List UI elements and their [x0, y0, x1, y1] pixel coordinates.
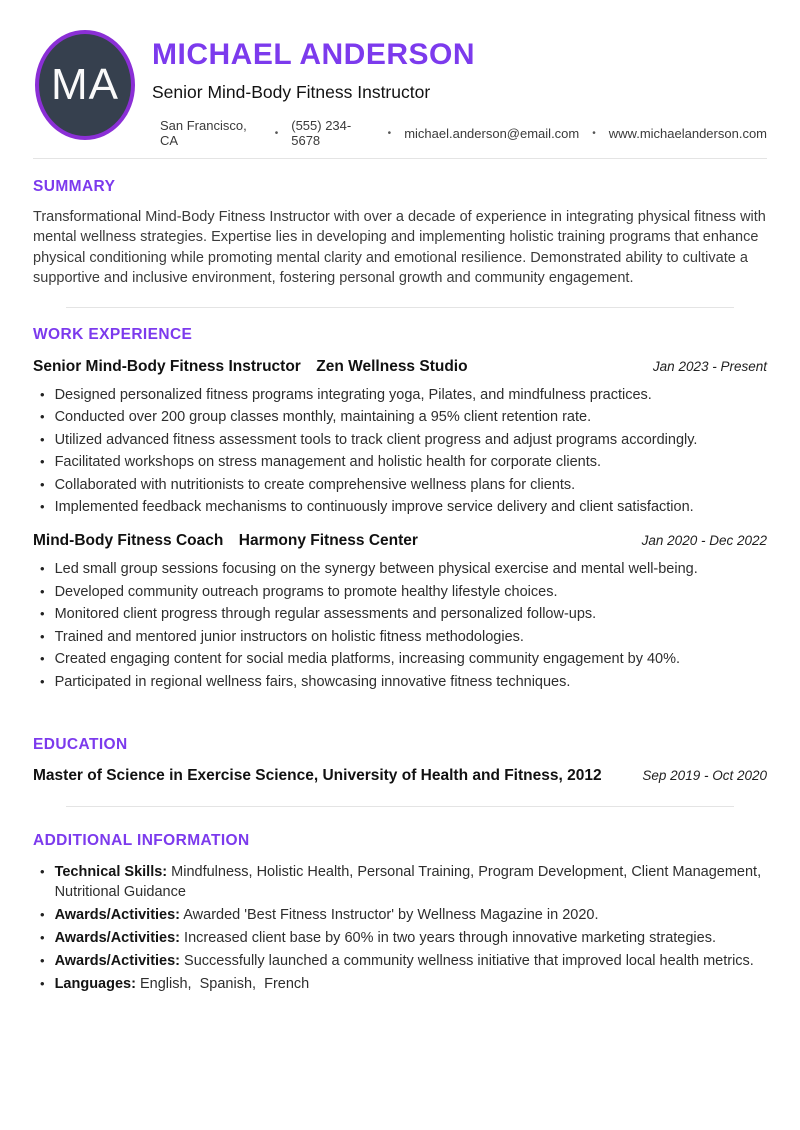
separator-dot-icon: •: [274, 127, 279, 139]
contact-website: www.michaelanderson.com: [608, 125, 767, 141]
info-label: Technical Skills:: [54, 863, 168, 880]
separator-dot-icon: •: [387, 127, 392, 139]
bullet-icon: •: [40, 499, 45, 515]
education-entry: [33, 767, 767, 785]
job-bullet: [33, 407, 767, 427]
header-text-block: [152, 30, 767, 148]
candidate-job-title: Senior Mind-Body Fitness Instructor: [152, 82, 431, 102]
info-text: Mindfulness, Holistic Health, Personal Training, Program Development, Client Management, Nutritional Guidance: [54, 863, 766, 900]
additional-information-list: [33, 862, 767, 994]
job-bullet: [33, 627, 767, 647]
bullet-icon: •: [40, 454, 45, 470]
job-bullet: [33, 430, 767, 450]
education-heading: EDUCATION: [33, 735, 128, 753]
job-bullet-text: Participated in regional wellness fairs, showcasing innovative fitness techniques.: [54, 673, 571, 690]
info-label: Languages:: [54, 975, 136, 992]
bullet-icon: •: [40, 906, 45, 922]
info-content: [55, 951, 767, 971]
education-divider: [66, 806, 734, 807]
info-item: [33, 951, 767, 971]
job-bullet: [33, 559, 767, 579]
job-header: [33, 358, 767, 376]
job-bullet: [33, 649, 767, 669]
info-content: [55, 905, 767, 925]
info-content: [55, 928, 767, 948]
bullet-icon: •: [40, 386, 45, 402]
contact-location: San Francisco, CA: [160, 118, 247, 148]
education-dates: Sep 2019 - Oct 2020: [642, 767, 767, 783]
bullet-icon: •: [40, 561, 45, 577]
bullet-icon: •: [40, 952, 45, 968]
bullet-icon: •: [40, 929, 45, 945]
summary-divider: [66, 307, 734, 308]
summary-heading: SUMMARY: [33, 178, 116, 195]
job-bullet-text: Trained and mentored junior instructors on holistic fitness methodologies.: [54, 628, 524, 645]
resume-content: [0, 178, 800, 994]
avatar: [35, 30, 135, 140]
summary-text: Transformational Mind-Body Fitness Instructor with over a decade of experience in integrating physical fitness with mental wellness strategies. Expertise lies in developing and implementing holistic training programs that enhance physical conditioning while promoting mental clarity and emotional resilience. Demonstrated ability to cultivate a supportive and inclusive environment, fostering personal growth and community engagement.: [33, 209, 766, 287]
job-entry: [33, 532, 767, 692]
bullet-icon: •: [40, 476, 45, 492]
job-entry: [33, 358, 767, 518]
job-bullet-text: Designed personalized fitness programs integrating yoga, Pilates, and mindfulness practices.: [54, 386, 652, 403]
job-company: Harmony Fitness Center: [238, 532, 418, 550]
additional-information-section: [33, 832, 767, 994]
bullet-icon: •: [40, 583, 45, 599]
job-dates: Jan 2020 - Dec 2022: [641, 533, 767, 549]
bullet-icon: •: [40, 863, 45, 879]
header-divider: [33, 158, 767, 159]
education-section: [33, 736, 767, 785]
additional-information-heading: ADDITIONAL INFORMATION: [33, 831, 250, 849]
job-bullet-text: Monitored client progress through regular assessments and personalized follow-ups.: [54, 606, 597, 623]
info-label: Awards/Activities:: [54, 929, 181, 946]
info-text: English, Spanish, French: [139, 975, 310, 992]
bullet-icon: •: [40, 975, 45, 991]
info-text: Successfully launched a community wellness initiative that improved local health metrics.: [184, 952, 754, 969]
job-title: Senior Mind-Body Fitness Instructor: [33, 357, 301, 375]
info-text: Awarded 'Best Fitness Instructor' by Wellness Magazine in 2020.: [183, 906, 599, 923]
job-header: [33, 532, 767, 550]
bullet-icon: •: [40, 628, 45, 644]
summary-section: [33, 178, 767, 289]
info-item: [33, 928, 767, 948]
job-bullet-text: Developed community outreach programs to promote healthy lifestyle choices.: [54, 583, 558, 600]
info-content: [55, 974, 767, 994]
education-degree: Master of Science in Exercise Science, University of Health and Fitness, 2012: [33, 766, 602, 784]
job-bullet: [33, 497, 767, 517]
bullet-icon: •: [40, 431, 45, 447]
job-bullet-text: Conducted over 200 group classes monthly, maintaining a 95% client retention rate.: [54, 409, 592, 426]
job-bullet-text: Collaborated with nutritionists to create comprehensive wellness plans for clients.: [54, 476, 576, 493]
work-experience-heading: WORK EXPERIENCE: [33, 325, 193, 343]
job-bullet: [33, 475, 767, 495]
resume-header: [0, 0, 800, 148]
job-bullet-list: [33, 559, 767, 692]
info-label: Awards/Activities:: [54, 952, 181, 969]
info-item: [33, 862, 767, 902]
info-item: [33, 974, 767, 994]
job-bullet-text: Implemented feedback mechanisms to continuously improve service delivery and client satisfaction.: [54, 499, 694, 516]
info-label: Awards/Activities:: [54, 906, 181, 923]
candidate-name: MICHAEL ANDERSON: [152, 38, 476, 71]
job-title-company: [33, 358, 468, 376]
work-experience-section: [33, 326, 767, 692]
job-bullet-text: Created engaging content for social media platforms, increasing community engagement by 40%.: [54, 651, 681, 668]
job-bullet-text: Utilized advanced fitness assessment tools to track client progress and adjust programs accordingly.: [54, 431, 698, 448]
info-item: [33, 905, 767, 925]
job-dates: Jan 2023 - Present: [652, 358, 767, 374]
job-bullet: [33, 385, 767, 405]
contact-row: [160, 118, 767, 148]
bullet-icon: •: [40, 409, 45, 425]
bullet-icon: •: [40, 606, 45, 622]
info-text: Increased client base by 60% in two years through innovative marketing strategies.: [184, 929, 717, 946]
job-bullet: [33, 582, 767, 602]
bullet-icon: •: [40, 651, 45, 667]
job-bullet-text: Facilitated workshops on stress management and holistic health for corporate clients.: [54, 454, 602, 471]
info-content: [55, 862, 767, 902]
job-bullet-text: Led small group sessions focusing on the synergy between physical exercise and mental well-being.: [54, 561, 698, 578]
job-bullet: [33, 672, 767, 692]
avatar-initials: MA: [51, 60, 119, 109]
job-bullet: [33, 604, 767, 624]
bullet-icon: •: [40, 673, 45, 689]
contact-phone: (555) 234-5678: [291, 118, 352, 148]
job-title: Mind-Body Fitness Coach: [33, 532, 224, 550]
contact-email: michael.anderson@email.com: [404, 125, 580, 141]
job-title-company: [33, 532, 418, 550]
job-company: Zen Wellness Studio: [316, 357, 468, 375]
separator-dot-icon: •: [592, 127, 596, 139]
job-bullet-list: [33, 385, 767, 518]
job-bullet: [33, 452, 767, 472]
